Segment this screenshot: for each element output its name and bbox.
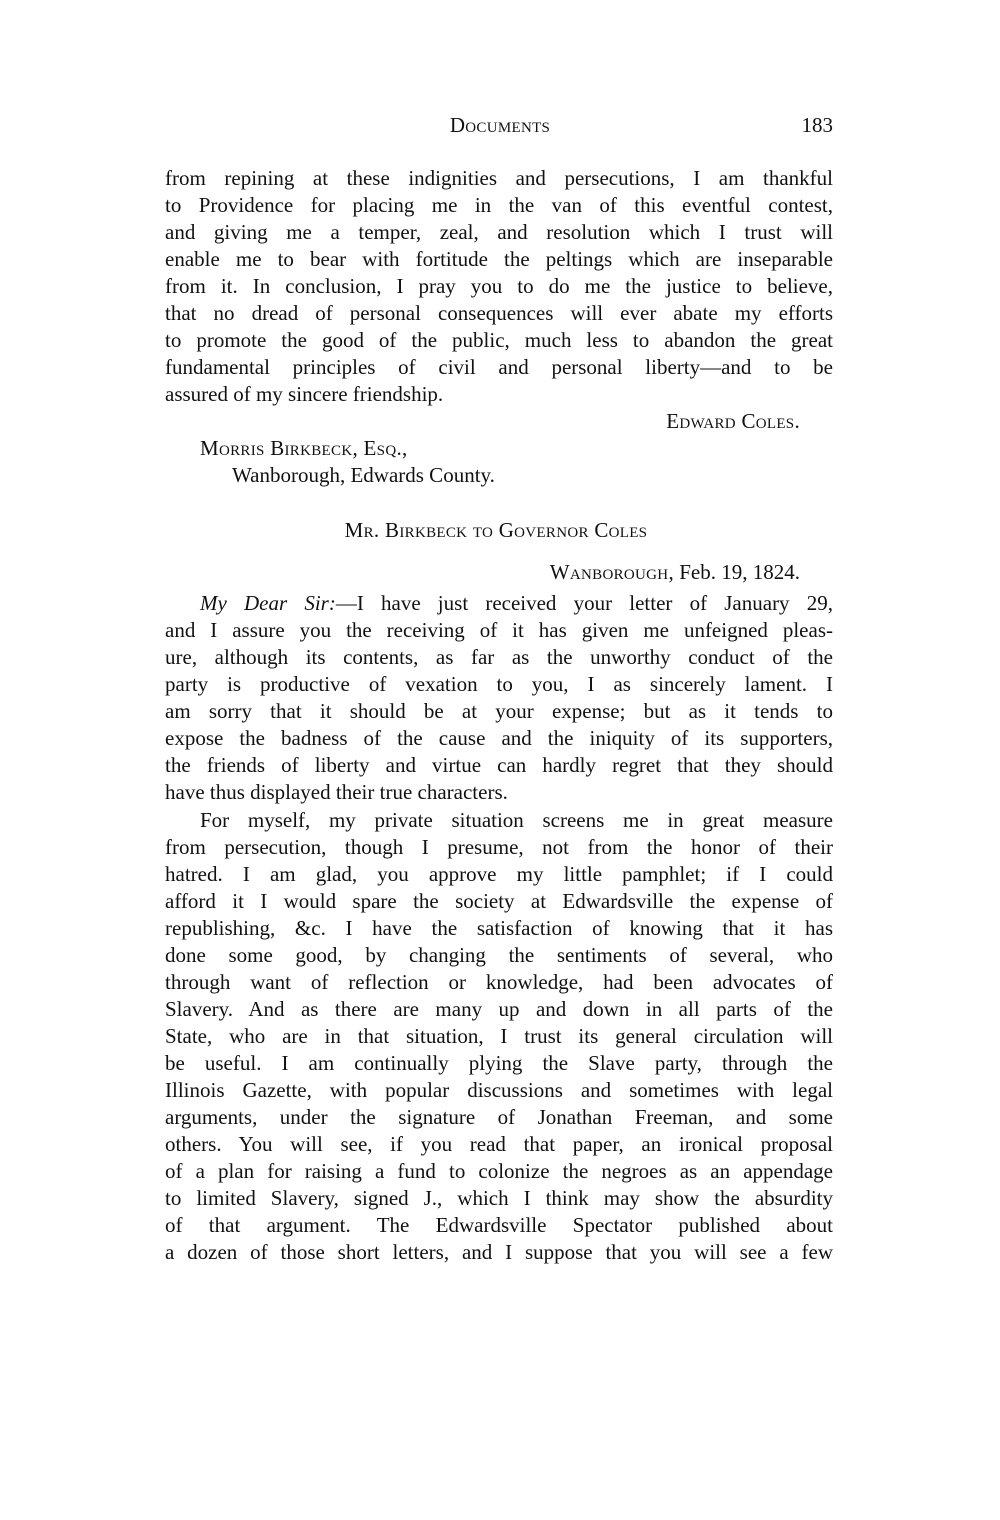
text-line — [165, 779, 833, 806]
text-line — [165, 590, 833, 617]
text-line — [165, 644, 833, 671]
line-text: For myself, my private situation screens me in great measure — [200, 808, 833, 832]
text-line — [165, 1158, 833, 1185]
line-text: from persecution, though I presume, not from the honor of their — [165, 835, 833, 859]
text-line — [165, 1077, 833, 1104]
line-text: afford it I would spare the society at Edwardsville the expense of — [165, 889, 833, 913]
text-line — [165, 807, 833, 834]
text-line — [165, 1185, 833, 1212]
line-text: to limited Slavery, signed J., which I think may show the absurdity — [165, 1186, 833, 1210]
line-text: from it. In conclusion, I pray you to do me the justice to believe, — [165, 274, 833, 298]
text-line — [165, 996, 833, 1023]
line-text: have thus displayed their true characters. — [165, 780, 508, 804]
text-line — [165, 1050, 833, 1077]
line-text: republishing, &c. I have the satisfaction of knowing that it has — [165, 916, 833, 940]
text-line — [165, 834, 833, 861]
line-text: to Providence for placing me in the van of this eventful contest, — [165, 193, 833, 217]
text-line — [165, 219, 833, 246]
signature: Edward Coles. — [666, 409, 800, 433]
text-line — [165, 327, 833, 354]
line-text: Slavery. And as there are many up and down in all parts of the — [165, 997, 833, 1021]
line-text: and giving me a temper, zeal, and resolution which I trust will — [165, 220, 833, 244]
text-line — [165, 698, 833, 725]
line-text: the friends of liberty and virtue can hardly regret that they should — [165, 753, 833, 777]
addressee-place: Wanborough, Edwards County. — [232, 463, 495, 487]
line-text: party is productive of vexation to you, I as sincerely lament. I — [165, 672, 833, 696]
paragraph-2 — [165, 590, 833, 806]
line-text: others. You will see, if you read that paper, an ironical proposal — [165, 1132, 833, 1156]
line-text: ure, although its contents, as far as the unworthy conduct of the — [165, 645, 833, 669]
text-line — [165, 942, 833, 969]
dateline-date: Feb. 19, 1824. — [679, 560, 800, 584]
dateline — [550, 559, 800, 586]
text-line — [165, 1239, 833, 1266]
line-text: done some good, by changing the sentiments of several, who — [165, 943, 833, 967]
text-line — [165, 617, 833, 644]
text-line — [165, 300, 833, 327]
text-line — [165, 915, 833, 942]
text-line — [165, 246, 833, 273]
text-line — [165, 861, 833, 888]
letter-heading: Mr. Birkbeck to Governor Coles — [344, 518, 648, 542]
text-line — [165, 1023, 833, 1050]
line-text: am sorry that it should be at your expense; but as it tends to — [165, 699, 833, 723]
line-text: through want of reflection or knowledge, had been advocates of — [165, 970, 833, 994]
text-line — [165, 888, 833, 915]
text-line — [165, 192, 833, 219]
line-text: that no dread of personal consequences will ever abate my efforts — [165, 301, 833, 325]
page-number: 183 — [801, 113, 833, 137]
text-line — [165, 671, 833, 698]
line-text: to promote the good of the public, much less to abandon the great — [165, 328, 833, 352]
line-text: State, who are in that situation, I trust its general circulation will — [165, 1024, 833, 1048]
text-line — [165, 969, 833, 996]
text-line — [165, 273, 833, 300]
addressee-name: Morris Birkbeck, Esq., — [200, 436, 408, 460]
text-line — [165, 1212, 833, 1239]
line-text: be useful. I am continually plying the Slave party, through the — [165, 1051, 833, 1075]
paragraph-3 — [165, 807, 833, 1266]
text-line — [165, 165, 833, 192]
line-text: —I have just received your letter of January 29, — [335, 591, 833, 615]
line-text: assured of my sincere friendship. — [165, 382, 444, 406]
line-text: from repining at these indignities and persecutions, I am thankful — [165, 166, 833, 190]
line-text: and I assure you the receiving of it has given me unfeigned pleas- — [165, 618, 833, 642]
text-line — [165, 725, 833, 752]
salutation: My Dear Sir: — [200, 591, 336, 615]
line-text: enable me to bear with fortitude the peltings which are inseparable — [165, 247, 833, 271]
line-text: of that argument. The Edwardsville Spectator published about — [165, 1213, 833, 1237]
line-text: arguments, under the signature of Jonathan Freeman, and some — [165, 1105, 833, 1129]
line-text: fundamental principles of civil and personal liberty—and to be — [165, 355, 833, 379]
line-text: of a plan for raising a fund to colonize the negroes as an appendage — [165, 1159, 833, 1183]
paragraph-1 — [165, 165, 833, 408]
line-text: hatred. I am glad, you approve my little pamphlet; if I could — [165, 862, 833, 886]
line-text: expose the badness of the cause and the iniquity of its supporters, — [165, 726, 833, 750]
text-line — [165, 354, 833, 381]
text-line — [165, 752, 833, 779]
line-text: a dozen of those short letters, and I suppose that you will see a few — [165, 1240, 833, 1264]
line-text: Illinois Gazette, with popular discussions and sometimes with legal — [165, 1078, 833, 1102]
text-line — [165, 1131, 833, 1158]
text-line — [165, 1104, 833, 1131]
text-line — [165, 381, 833, 408]
running-title: Documents — [449, 113, 551, 137]
dateline-place: Wanborough, — [549, 560, 674, 584]
